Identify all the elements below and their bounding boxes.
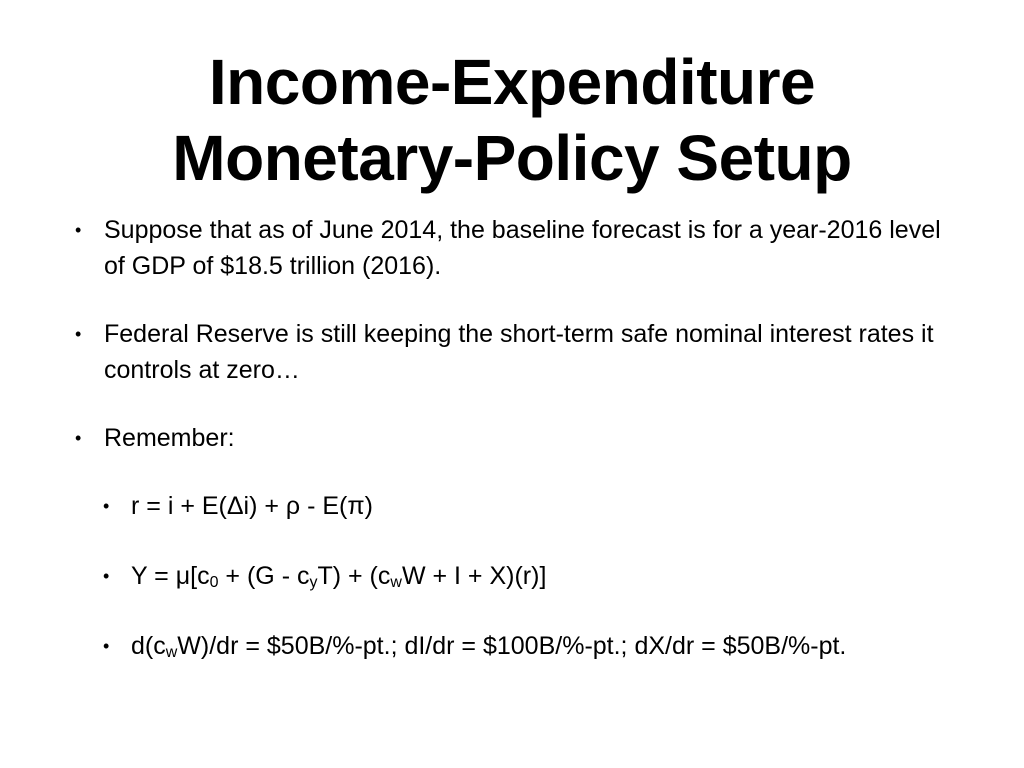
eq2-part: + (G - c bbox=[218, 562, 310, 590]
eq2-subscript: y bbox=[309, 574, 318, 591]
equation-output bbox=[131, 558, 951, 601]
eq2-part: Y = μ[c bbox=[131, 562, 210, 590]
eq2-part: W + I + X)(r)] bbox=[401, 562, 547, 590]
title-line-2: Monetary-Policy Setup bbox=[172, 122, 852, 194]
bullet-marker: • bbox=[103, 636, 110, 656]
equation-derivatives bbox=[131, 628, 951, 671]
eq3-subscript: w bbox=[165, 644, 178, 661]
bullet-text: Federal Reserve is still keeping the short-term safe nominal interest rates it controls at zero… bbox=[104, 320, 934, 384]
eq3-part: d(c bbox=[131, 632, 166, 660]
eq2-subscript: w bbox=[390, 574, 402, 591]
title-line-1: Income-Expenditure bbox=[208, 46, 816, 118]
eq3-part: W)/dr = $50B/%-pt.; dI/dr = $100B/%-pt.; dX/dr = $50B/%-pt. bbox=[177, 632, 847, 660]
bullet-marker: • bbox=[75, 324, 82, 344]
eq2-part: T) + (c bbox=[317, 562, 391, 590]
slide-title bbox=[40, 44, 984, 196]
bullet-text: Suppose that as of June 2014, the baseline forecast is for a year-2016 level of GDP of $18.5 trillion (2016). bbox=[104, 216, 941, 280]
equation-real-rate: r = i + E(Δi) + ρ - E(π) bbox=[131, 492, 373, 520]
bullet-marker: • bbox=[103, 566, 110, 586]
bullet-text: Remember: bbox=[104, 424, 235, 452]
eq2-subscript: 0 bbox=[209, 574, 219, 591]
bullet-marker: • bbox=[103, 496, 110, 516]
bullet-marker: • bbox=[75, 428, 82, 448]
bullet-marker: • bbox=[75, 220, 82, 240]
